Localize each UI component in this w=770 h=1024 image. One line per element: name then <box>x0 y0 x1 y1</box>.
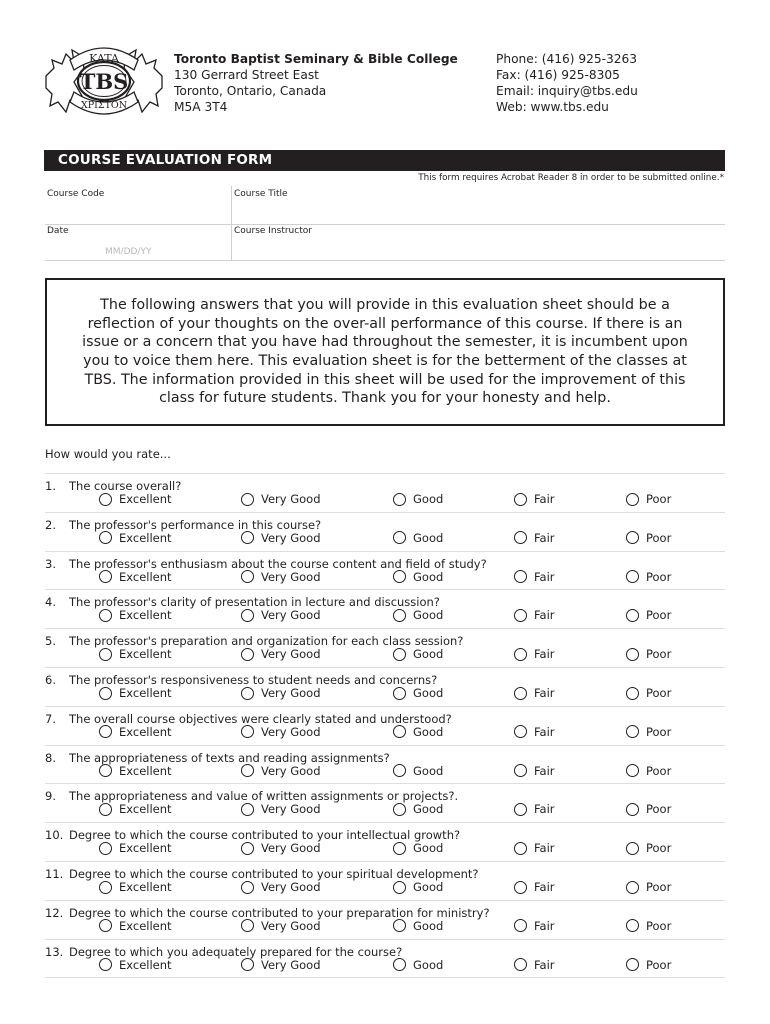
rating-option-label: Very Good <box>261 918 321 933</box>
question-divider <box>45 939 725 940</box>
question-text: The appropriateness of texts and reading assignments? <box>69 750 390 765</box>
rating-option[interactable] <box>99 647 172 661</box>
rating-option-label: Fair <box>534 763 555 778</box>
rating-option-label: Poor <box>646 530 672 545</box>
radio-button[interactable] <box>393 531 406 544</box>
rating-option-label: Good <box>413 918 444 933</box>
notice-box <box>45 278 725 426</box>
rating-option-label: Good <box>413 686 444 700</box>
logo-top-text: KATA <box>89 52 119 65</box>
reader-note: This form requires Acrobat Reader 8 in order to be submitted online.* <box>418 173 724 183</box>
rating-option[interactable] <box>514 608 555 622</box>
radio-button[interactable] <box>241 493 254 506</box>
radio-button[interactable] <box>241 570 254 583</box>
radio-button[interactable] <box>626 803 639 816</box>
radio-button[interactable] <box>514 919 527 932</box>
rating-option[interactable] <box>241 725 321 739</box>
fax: Fax: (416) 925-8305 <box>496 68 620 82</box>
rating-option-label: Fair <box>534 530 555 545</box>
website: Web: www.tbs.edu <box>496 100 609 114</box>
question-number: 5. <box>45 634 56 649</box>
rating-option[interactable] <box>241 492 321 506</box>
course-title-label: Course Title <box>234 189 288 199</box>
field-divider <box>45 224 725 225</box>
course-code-input[interactable] <box>47 203 227 219</box>
rating-option[interactable] <box>514 919 555 933</box>
radio-button[interactable] <box>626 531 639 544</box>
question-divider <box>45 745 725 746</box>
question-divider <box>45 861 725 862</box>
rating-option[interactable] <box>241 764 321 778</box>
radio-button[interactable] <box>99 881 112 894</box>
rating-option[interactable] <box>626 880 671 894</box>
rating-option[interactable] <box>514 492 555 506</box>
question-divider <box>45 473 725 474</box>
radio-button[interactable] <box>514 648 527 661</box>
rating-option-label: Very Good <box>261 492 321 506</box>
rating-option-label: Poor <box>646 608 672 623</box>
rating-option-label: Very Good <box>261 608 321 623</box>
question-text: The professor's responsiveness to student needs and concerns? <box>69 673 438 687</box>
rating-option-label: Poor <box>646 802 672 817</box>
rating-option[interactable] <box>241 686 321 700</box>
question-divider <box>45 706 725 707</box>
radio-button[interactable] <box>99 687 112 700</box>
question-number: 8. <box>45 750 56 765</box>
rating-option[interactable] <box>393 958 443 972</box>
date-input[interactable] <box>105 245 225 259</box>
org-address-block <box>174 51 458 115</box>
postal-code: M5A 3T4 <box>174 100 228 114</box>
radio-button[interactable] <box>514 609 527 622</box>
rating-option[interactable] <box>241 958 321 972</box>
radio-button[interactable] <box>241 687 254 700</box>
question-row <box>45 939 725 978</box>
questions-end-line <box>45 977 725 978</box>
rating-option-label: Very Good <box>261 880 321 894</box>
radio-button[interactable] <box>99 764 112 777</box>
rating-option-label: Excellent <box>119 763 172 778</box>
radio-button[interactable] <box>514 842 527 855</box>
rating-option[interactable] <box>241 608 321 622</box>
radio-button[interactable] <box>393 570 406 583</box>
rating-option[interactable] <box>393 570 443 584</box>
course-instructor-label: Course Instructor <box>234 226 312 236</box>
rating-option-label: Good <box>413 880 444 894</box>
rating-option[interactable] <box>514 725 555 739</box>
radio-button[interactable] <box>241 648 254 661</box>
rating-option-label: Excellent <box>119 802 172 817</box>
rating-option-label: Very Good <box>261 569 321 584</box>
address-line1: 130 Gerrard Street East <box>174 68 319 82</box>
radio-button[interactable] <box>99 609 112 622</box>
rating-option-label: Very Good <box>261 530 321 545</box>
question-divider <box>45 667 725 668</box>
radio-button[interactable] <box>514 531 527 544</box>
rating-option[interactable] <box>99 958 172 972</box>
rating-option-label: Fair <box>534 569 555 584</box>
radio-button[interactable] <box>626 842 639 855</box>
rating-option-label: Good <box>413 724 444 739</box>
question-number: 13. <box>45 944 64 959</box>
rating-option-label: Good <box>413 569 444 584</box>
question-row <box>45 551 725 590</box>
rating-option[interactable] <box>393 841 443 855</box>
rating-option[interactable] <box>241 531 321 545</box>
question-divider <box>45 822 725 823</box>
rating-option[interactable] <box>514 531 555 545</box>
rating-option-label: Very Good <box>261 763 321 778</box>
tbs-logo <box>44 38 164 124</box>
email: Email: inquiry@tbs.edu <box>496 84 638 98</box>
question-divider <box>45 589 725 590</box>
rating-option[interactable] <box>99 841 172 855</box>
radio-button[interactable] <box>99 570 112 583</box>
radio-button[interactable] <box>626 919 639 932</box>
rating-option[interactable] <box>514 841 555 855</box>
rating-option-label: Poor <box>646 647 672 662</box>
question-number: 3. <box>45 556 56 571</box>
question-text: Degree to which the course contributed to your spiritual development? <box>69 867 479 881</box>
radio-button[interactable] <box>99 919 112 932</box>
question-divider <box>45 900 725 901</box>
phone: Phone: (416) 925-3263 <box>496 52 638 66</box>
rating-option[interactable] <box>514 686 555 700</box>
question-text: The professor's enthusiasm about the course content and field of study? <box>69 556 487 571</box>
logo-bottom-text: ΧΡΙΣΤΟΝ <box>80 100 128 111</box>
rating-option[interactable] <box>514 764 555 778</box>
course-code-label: Course Code <box>47 189 105 199</box>
radio-button[interactable] <box>393 958 406 971</box>
rating-option-label: Poor <box>646 957 672 972</box>
question-row <box>45 745 725 784</box>
rating-option[interactable] <box>99 531 172 545</box>
radio-button[interactable] <box>514 493 527 506</box>
rating-option-label: Excellent <box>119 647 172 662</box>
rating-option-label: Poor <box>646 686 672 700</box>
rating-option[interactable] <box>514 880 555 894</box>
rating-option[interactable] <box>626 608 671 622</box>
rating-option-label: Good <box>413 647 444 662</box>
question-number: 6. <box>45 673 56 687</box>
question-number: 11. <box>45 867 64 881</box>
rating-option-label: Good <box>413 492 444 506</box>
question-text: The appropriateness and value of written assignments or projects?. <box>69 789 459 804</box>
field-column-divider <box>231 186 232 261</box>
question-row <box>45 589 725 628</box>
radio-button[interactable] <box>99 493 112 506</box>
question-text: The professor's clarity of presentation in lecture and discussion? <box>69 595 440 610</box>
rating-option[interactable] <box>99 764 172 778</box>
date-label: Date <box>47 226 69 236</box>
radio-button[interactable] <box>626 725 639 738</box>
course-title-input[interactable] <box>234 203 719 219</box>
rating-option-label: Fair <box>534 492 555 506</box>
rating-option-label: Excellent <box>119 957 172 972</box>
rating-option[interactable] <box>99 725 172 739</box>
rating-option[interactable] <box>99 608 172 622</box>
question-divider <box>45 551 725 552</box>
rating-option[interactable] <box>626 686 671 700</box>
radio-button[interactable] <box>393 493 406 506</box>
radio-button[interactable] <box>514 803 527 816</box>
rating-option-label: Poor <box>646 880 672 894</box>
rating-option[interactable] <box>626 725 671 739</box>
question-divider <box>45 783 725 784</box>
radio-button[interactable] <box>514 958 527 971</box>
question-number: 9. <box>45 789 56 804</box>
question-row <box>45 628 725 667</box>
rating-option-label: Poor <box>646 569 672 584</box>
rating-option[interactable] <box>626 958 671 972</box>
rating-option[interactable] <box>626 531 671 545</box>
question-row <box>45 706 725 745</box>
radio-button[interactable] <box>241 842 254 855</box>
rating-option-label: Fair <box>534 724 555 739</box>
rating-option-label: Excellent <box>119 841 172 856</box>
radio-button[interactable] <box>99 803 112 816</box>
rating-option-label: Good <box>413 802 444 817</box>
rating-option[interactable] <box>393 686 443 700</box>
rating-option[interactable] <box>393 880 443 894</box>
rating-option[interactable] <box>514 802 555 816</box>
rating-option-label: Excellent <box>119 880 172 894</box>
radio-button[interactable] <box>241 958 254 971</box>
rating-option[interactable] <box>626 764 671 778</box>
radio-button[interactable] <box>241 803 254 816</box>
rating-option-label: Very Good <box>261 647 321 662</box>
rating-option-label: Poor <box>646 918 672 933</box>
radio-button[interactable] <box>393 919 406 932</box>
radio-button[interactable] <box>241 531 254 544</box>
radio-button[interactable] <box>514 725 527 738</box>
rating-option[interactable] <box>514 647 555 661</box>
rating-option[interactable] <box>393 802 443 816</box>
rating-option[interactable] <box>393 608 443 622</box>
question-row <box>45 861 725 900</box>
rating-option-label: Fair <box>534 802 555 817</box>
question-text: The course overall? <box>69 479 182 493</box>
radio-button[interactable] <box>393 842 406 855</box>
rating-option[interactable] <box>626 570 671 584</box>
rating-option-label: Good <box>413 841 444 856</box>
radio-button[interactable] <box>514 687 527 700</box>
radio-button[interactable] <box>514 570 527 583</box>
rating-option-label: Poor <box>646 724 672 739</box>
radio-button[interactable] <box>626 881 639 894</box>
rating-option[interactable] <box>626 841 671 855</box>
rating-option-label: Good <box>413 763 444 778</box>
rating-option[interactable] <box>514 958 555 972</box>
radio-button[interactable] <box>393 609 406 622</box>
rating-option[interactable] <box>393 647 443 661</box>
rating-option-label: Good <box>413 530 444 545</box>
rating-option[interactable] <box>626 492 671 506</box>
rating-option-label: Excellent <box>119 569 172 584</box>
rating-option[interactable] <box>241 880 321 894</box>
radio-button[interactable] <box>241 764 254 777</box>
rating-option-label: Excellent <box>119 530 172 545</box>
question-divider <box>45 628 725 629</box>
radio-button[interactable] <box>99 958 112 971</box>
question-row <box>45 822 725 861</box>
rating-option[interactable] <box>99 880 172 894</box>
radio-button[interactable] <box>241 609 254 622</box>
question-text: Degree to which you adequately prepared for the course? <box>69 944 403 959</box>
notice-text: The following answers that you will provide in this evaluation sheet should be a reflection of your thoughts on the over-all performance of this course. If there is an issue or a concern that you have had throughout the semester, it is incumbent upon you to voice them here. This evaluation sheet is for the betterment of the classes at TBS. The information provided in this sheet will be used for the improvement of this class for future students. Thank you for your honesty and help. <box>82 296 688 407</box>
question-row <box>45 900 725 939</box>
question-row <box>45 783 725 822</box>
question-text: The professor's preparation and organization for each class session? <box>69 634 464 649</box>
rating-option-label: Very Good <box>261 724 321 739</box>
question-number: 4. <box>45 595 56 610</box>
question-row <box>45 667 725 706</box>
rating-option-label: Very Good <box>261 841 321 856</box>
rating-option-label: Poor <box>646 492 672 506</box>
question-row <box>45 473 725 512</box>
question-number: 2. <box>45 517 56 532</box>
rating-option[interactable] <box>393 764 443 778</box>
question-text: Degree to which the course contributed to your intellectual growth? <box>69 828 461 843</box>
radio-button[interactable] <box>626 958 639 971</box>
question-text: The overall course objectives were clearly stated and understood? <box>69 711 452 726</box>
rating-option[interactable] <box>99 919 172 933</box>
radio-button[interactable] <box>99 648 112 661</box>
radio-button[interactable] <box>626 493 639 506</box>
rating-option-label: Good <box>413 957 444 972</box>
radio-button[interactable] <box>514 881 527 894</box>
rating-option-label: Excellent <box>119 724 172 739</box>
radio-button[interactable] <box>393 725 406 738</box>
rating-option[interactable] <box>626 919 671 933</box>
address-line2: Toronto, Ontario, Canada <box>174 84 327 98</box>
question-number: 12. <box>45 905 64 920</box>
radio-button[interactable] <box>626 609 639 622</box>
rating-option-label: Excellent <box>119 492 172 506</box>
rating-option[interactable] <box>393 492 443 506</box>
form-title: COURSE EVALUATION FORM <box>44 150 725 171</box>
question-number: 7. <box>45 711 56 726</box>
question-text: The professor's performance in this course? <box>69 517 322 532</box>
radio-button[interactable] <box>99 725 112 738</box>
rating-option[interactable] <box>626 802 671 816</box>
radio-button[interactable] <box>626 764 639 777</box>
rating-option[interactable] <box>99 686 172 700</box>
rating-option[interactable] <box>626 647 671 661</box>
radio-button[interactable] <box>393 803 406 816</box>
radio-button[interactable] <box>514 764 527 777</box>
rating-option-label: Fair <box>534 608 555 623</box>
rating-option[interactable] <box>99 570 172 584</box>
rating-option-label: Fair <box>534 686 555 700</box>
rating-option-label: Poor <box>646 763 672 778</box>
radio-button[interactable] <box>393 764 406 777</box>
rating-option-label: Poor <box>646 841 672 856</box>
radio-button[interactable] <box>393 881 406 894</box>
rating-option-label: Fair <box>534 841 555 856</box>
rating-option-label: Fair <box>534 647 555 662</box>
rating-option[interactable] <box>241 647 321 661</box>
question-number: 1. <box>45 479 56 493</box>
rating-option[interactable] <box>241 841 321 855</box>
rating-option-label: Very Good <box>261 686 321 700</box>
question-divider <box>45 512 725 513</box>
course-instructor-input[interactable] <box>234 240 719 256</box>
radio-button[interactable] <box>241 919 254 932</box>
radio-button[interactable] <box>99 842 112 855</box>
rating-option[interactable] <box>241 802 321 816</box>
rating-option-label: Excellent <box>119 918 172 933</box>
radio-button[interactable] <box>626 687 639 700</box>
rating-option[interactable] <box>99 492 172 506</box>
rating-option[interactable] <box>99 802 172 816</box>
rating-option-label: Fair <box>534 957 555 972</box>
rating-option-label: Fair <box>534 880 555 894</box>
org-name: Toronto Baptist Seminary & Bible College <box>174 52 458 66</box>
radio-button[interactable] <box>626 570 639 583</box>
field-divider <box>45 260 725 261</box>
radio-button[interactable] <box>393 648 406 661</box>
question-text: Degree to which the course contributed to your preparation for ministry? <box>69 905 490 920</box>
rating-option-label: Excellent <box>119 686 172 700</box>
logo-center-text: TBS <box>79 69 129 94</box>
rating-option[interactable] <box>514 570 555 584</box>
rating-option-label: Very Good <box>261 802 321 817</box>
rating-option[interactable] <box>393 531 443 545</box>
rating-option-label: Very Good <box>261 957 321 972</box>
question-row <box>45 512 725 551</box>
radio-button[interactable] <box>393 687 406 700</box>
rating-option-label: Fair <box>534 918 555 933</box>
rating-option-label: Good <box>413 608 444 623</box>
rating-option[interactable] <box>241 919 321 933</box>
radio-button[interactable] <box>626 648 639 661</box>
contact-block <box>496 51 638 115</box>
radio-button[interactable] <box>241 881 254 894</box>
rating-option[interactable] <box>393 919 443 933</box>
radio-button[interactable] <box>241 725 254 738</box>
question-number: 10. <box>45 828 64 843</box>
rating-option[interactable] <box>241 570 321 584</box>
radio-button[interactable] <box>99 531 112 544</box>
rating-option-label: Excellent <box>119 608 172 623</box>
rating-option[interactable] <box>393 725 443 739</box>
rate-intro: How would you rate... <box>45 447 171 461</box>
